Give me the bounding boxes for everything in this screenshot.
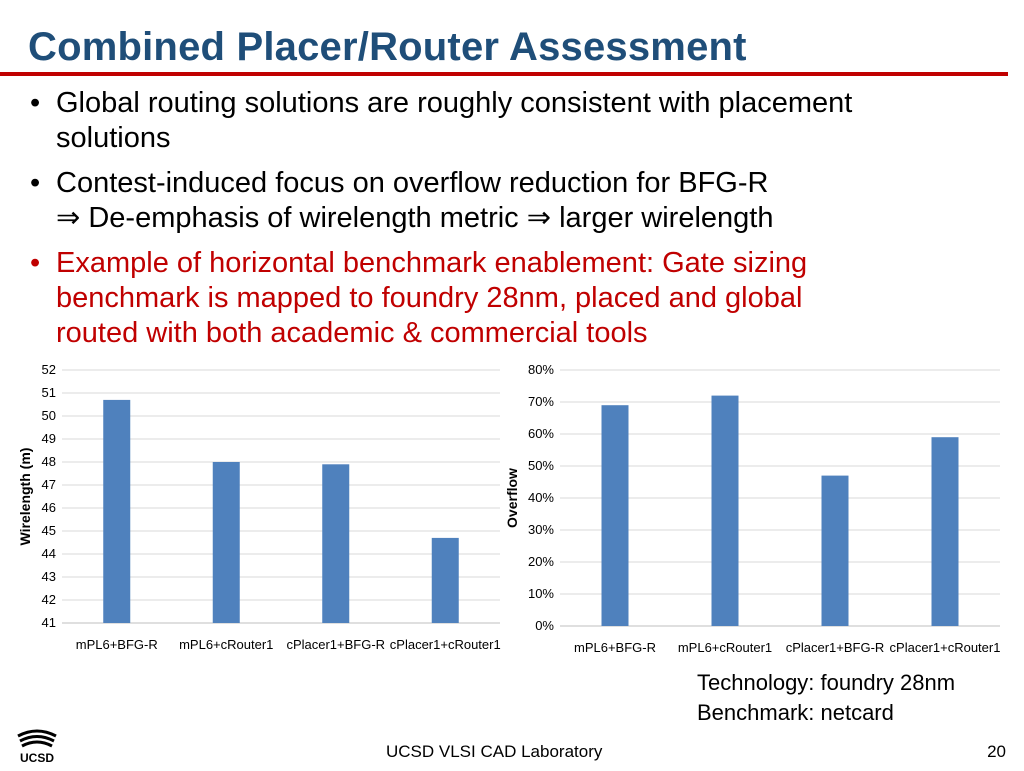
bar-mpl6-crouter1 <box>213 462 240 623</box>
y-tick-label: 46 <box>41 500 56 515</box>
bullet-list <box>28 86 1008 361</box>
x-tick-label: cPlacer1+BFG-R <box>286 637 386 652</box>
y-tick-label: 40% <box>527 490 554 505</box>
y-tick-label: 20% <box>527 554 554 569</box>
y-tick-label: 47 <box>41 477 56 492</box>
y-tick-label: 80% <box>527 362 554 377</box>
y-tick-label: 45 <box>41 523 56 538</box>
y-tick-label: 48 <box>41 454 56 469</box>
wirelength-chart <box>0 358 510 658</box>
overflow-chart-svg <box>505 358 1015 658</box>
bullet-glyph: • <box>30 167 41 199</box>
y-tick-label: 43 <box>41 569 56 584</box>
x-tick-label: mPL6+cRouter1 <box>677 640 773 655</box>
bar-mpl6-crouter1 <box>712 396 739 626</box>
bullet-line: ⇒ De-emphasis of wirelength metric ⇒ larger wirelength <box>56 202 774 234</box>
y-axis-title: Wirelength (m) <box>17 447 33 546</box>
benchmark-name-note: Benchmark: netcard <box>697 700 894 725</box>
y-axis-title: Overflow <box>504 468 520 528</box>
y-tick-label: 30% <box>527 522 554 537</box>
footer-lab-name: UCSD VLSI CAD Laboratory <box>386 742 603 761</box>
x-tick-label: mPL6+BFG-R <box>75 637 158 652</box>
bullet-line: solutions <box>56 122 171 154</box>
y-tick-label: 50 <box>41 408 56 423</box>
y-tick-label: 70% <box>527 394 554 409</box>
bullet-line: Global routing solutions are roughly consistent with placement <box>56 87 853 119</box>
y-tick-label: 50% <box>527 458 554 473</box>
x-tick-label: cPlacer1+cRouter1 <box>389 637 501 652</box>
page-number: 20 <box>987 742 1006 761</box>
wirelength-chart-svg <box>0 358 510 658</box>
bullet-glyph: • <box>30 247 41 279</box>
bullet-item <box>28 86 1008 156</box>
ucsd-logo <box>12 726 62 766</box>
bar-cplacer1-bfg-r <box>322 464 349 623</box>
x-tick-label: mPL6+cRouter1 <box>179 637 274 652</box>
bullet-line: Contest-induced focus on overflow reduction for BFG-R <box>56 167 769 199</box>
bullet-line: Example of horizontal benchmark enablement: Gate sizing <box>56 247 808 279</box>
y-tick-label: 44 <box>41 546 56 561</box>
technology-note: Technology: foundry 28nm <box>697 670 956 695</box>
bullet-item <box>28 246 1008 351</box>
ucsd-logo-icon <box>12 726 62 766</box>
bullet-line: routed with both academic & commercial tools <box>56 317 648 349</box>
bar-cplacer1-crouter1 <box>432 538 459 623</box>
y-tick-label: 10% <box>527 586 554 601</box>
y-tick-label: 49 <box>41 431 56 446</box>
bullet-line: benchmark is mapped to foundry 28nm, placed and global <box>56 282 803 314</box>
title-divider <box>0 72 1008 76</box>
bullet-glyph: • <box>30 87 41 119</box>
y-tick-label: 42 <box>41 592 56 607</box>
bullet-item <box>28 166 1008 236</box>
bar-cplacer1-crouter1 <box>932 437 959 626</box>
benchmark-note <box>697 668 955 728</box>
y-tick-label: 0% <box>535 618 554 633</box>
logo-text: UCSD <box>19 751 55 765</box>
y-tick-label: 60% <box>527 426 554 441</box>
y-tick-label: 52 <box>41 362 56 377</box>
x-tick-label: cPlacer1+cRouter1 <box>889 640 1001 655</box>
x-tick-label: cPlacer1+BFG-R <box>785 640 885 655</box>
slide-title: Combined Placer/Router Assessment <box>28 25 747 69</box>
bar-cplacer1-bfg-r <box>822 476 849 626</box>
bar-mpl6-bfg-r <box>602 405 629 626</box>
y-tick-label: 41 <box>41 615 56 630</box>
x-tick-label: mPL6+BFG-R <box>574 640 656 655</box>
overflow-chart <box>505 358 1015 658</box>
y-tick-label: 51 <box>41 385 56 400</box>
bar-mpl6-bfg-r <box>103 400 130 623</box>
